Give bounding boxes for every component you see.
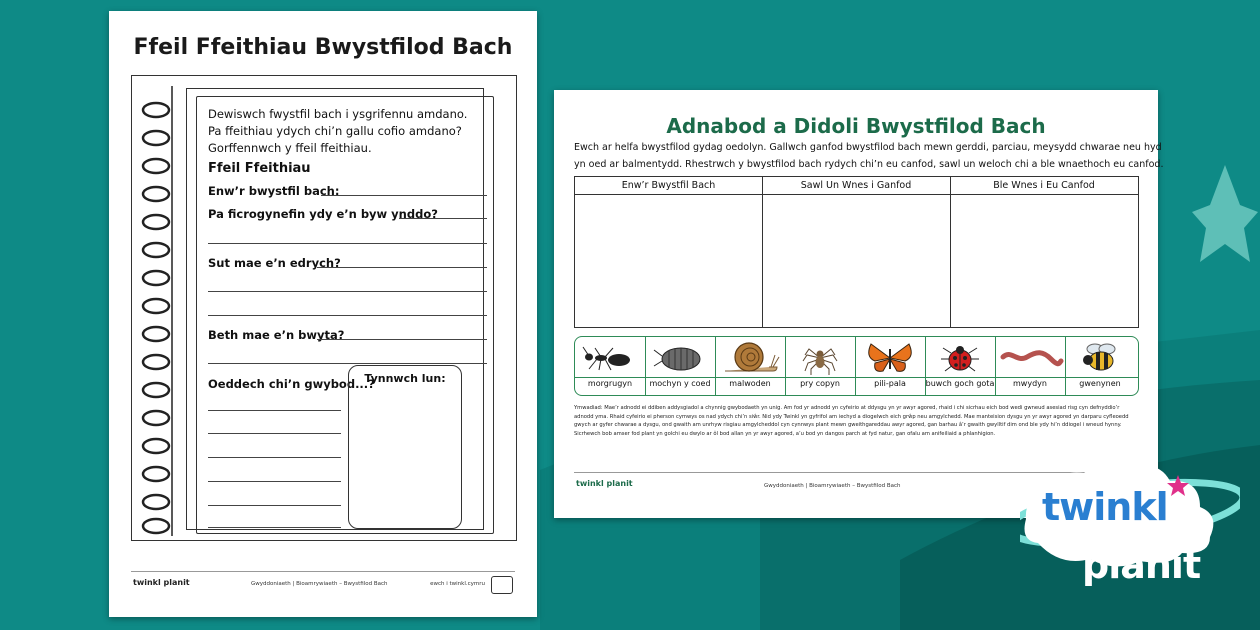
intro-line: yn oed ar balmentydd. Rhestrwch y bwystfilod bach rydych chi’n eu canfod, sawl un weloch chi a ble wnaethoch eu canfod.: [574, 159, 1164, 170]
drawing-box[interactable]: [348, 365, 462, 529]
answer-line[interactable]: [208, 410, 341, 411]
twinkl-logo: twinkl planit: [133, 578, 190, 587]
disclaimer-notes: Ymwadiad: Mae’r adnodd ei ddiben addysgiadol a chynnig gwybodaeth yn unig. Am fod yr adnodd yn cyfeirio at ddysgu yn yr awyr agored, rhaid i chi sicrhau eich bod wedi gwneud asesiad risg cyn defnyddio’r adnodd yma. Rhaid cyfeirio ei pherson cymwys os nad ydych chi’n siŵr. Nid ydy Twinkl yn gyfrifol am iechyd a diogelwch eich grŵp neu amgylchedd. Mae manteision dysgu yn yr awyr agored yn darparu cyfleoedd gwych ar gyfer chwarae a dysgu, ond gwaith am unrhyw risgiau amgylcheddol cyn cynnwys plant mewn gweithgareddau awyr agored, gan barhau â’r gwaith gwylltif dim ond ble ydy hi’n ddiogel i wneud hynny. Sicrhewch bob amser fod plant yn golchi eu dwylo ar ôl bod allan yn yr awyr agored, a’u bod yn dangos parch at fyd natur, gan ofalu am anifeiliaid a phlanhigion.: [574, 405, 1129, 437]
worm-icon: [995, 339, 1065, 377]
worksheet-footer: [131, 571, 515, 596]
answer-line[interactable]: [208, 505, 341, 506]
sort-title: Adnabod a Didoli Bwystfilod Bach: [666, 114, 1046, 138]
spider-icon: [785, 339, 855, 377]
table-cell-name[interactable]: [575, 195, 762, 327]
creature-card: [645, 337, 715, 395]
brand-sub: planit: [1082, 543, 1201, 587]
question-looks: Sut mae e’n edrych?: [208, 256, 341, 270]
creature-name: buwch goch gota: [925, 379, 995, 388]
answer-line[interactable]: [208, 291, 487, 292]
cloud-icon: [1020, 455, 1240, 615]
question-did-you-know: Oeddech chi’n gwybod...?: [208, 377, 375, 391]
creature-card: [575, 337, 645, 395]
creature-name: gwenynen: [1079, 379, 1121, 388]
ladybird-icon: [925, 339, 995, 377]
answer-line[interactable]: [208, 527, 341, 528]
intro-line: Dewiswch fwystfil bach i ysgrifennu amdano.: [208, 107, 468, 121]
table-cell-location[interactable]: [951, 195, 1138, 327]
quality-badge-icon: [491, 576, 513, 594]
answer-line[interactable]: [208, 457, 341, 458]
recording-table: [574, 176, 1139, 328]
answer-line[interactable]: [321, 195, 487, 196]
spiral-rings-icon: [136, 86, 186, 536]
intro-line: Ewch ar helfa bwystfilod gydag oedolyn. Gallwch ganfod bwystfilod bach mewn gerddi, parciau, meysydd chwarae neu hyd: [574, 142, 1162, 153]
intro-line: Gorffennwch y ffeil ffeithiau.: [208, 141, 372, 155]
creature-name: mochyn y coed: [649, 379, 711, 388]
answer-line[interactable]: [208, 243, 487, 244]
snail-icon: [715, 339, 785, 377]
answer-line[interactable]: [208, 481, 341, 482]
footer-subject: Gwyddoniaeth | Bioamrywiaeth – Bwystfilod Bach: [764, 483, 901, 489]
intro-line: Pa ffeithiau ydych chi’n gallu cofio amdano?: [208, 124, 462, 138]
table-header: Enw’r Bwystfil Bach: [575, 177, 762, 195]
answer-line[interactable]: [208, 433, 341, 434]
ant-icon: [575, 339, 645, 377]
table-cell-count[interactable]: [763, 195, 950, 327]
creature-card: [715, 337, 785, 395]
bee-icon: [1065, 339, 1135, 377]
creature-name: morgrugyn: [587, 379, 633, 388]
sort-instructions: [574, 139, 1164, 173]
fact-file-worksheet: [109, 11, 537, 617]
fact-file-title: Ffeil Ffeithiau Bwystfilod Bach: [133, 35, 513, 60]
creature-strip: [574, 336, 1139, 396]
brand-name: twinkl: [1042, 485, 1168, 529]
creature-name: mwydyn: [1013, 379, 1047, 388]
creature-name: malwoden: [729, 379, 771, 388]
creature-card: [995, 337, 1065, 395]
answer-line[interactable]: [317, 267, 487, 268]
fact-file-instructions: [208, 106, 488, 157]
creature-card: [855, 337, 925, 395]
answer-line[interactable]: [208, 363, 487, 364]
question-name: Enw’r bwystfil bach:: [208, 184, 340, 198]
twinkl-logo: twinkl planit: [576, 479, 633, 488]
answer-line[interactable]: [399, 218, 487, 219]
fact-file-heading: Ffeil Ffeithiau: [208, 161, 311, 176]
footer-website: ewch i twinkl.cymru: [430, 581, 485, 587]
question-habitat: Pa ficrogynefin ydy e’n byw ynddo?: [208, 207, 438, 221]
twinkl-planit-brand: [1020, 455, 1240, 615]
answer-line[interactable]: [208, 315, 487, 316]
drawing-box-label: Tynnwch lun:: [364, 372, 446, 385]
creature-name: pili-pala: [874, 379, 906, 388]
creature-name: pry copyn: [800, 379, 840, 388]
table-header: Sawl Un Wnes i Ganfod: [762, 177, 950, 195]
creature-card: [785, 337, 855, 395]
answer-line[interactable]: [317, 339, 487, 340]
butterfly-icon: [855, 339, 925, 377]
footer-subject: Gwyddoniaeth | Bioamrywiaeth – Bwystfilod Bach: [251, 581, 388, 587]
woodlouse-icon: [645, 339, 715, 377]
identify-sort-worksheet: [554, 90, 1164, 518]
question-eats: Beth mae e’n bwyta?: [208, 328, 345, 342]
creature-card: [925, 337, 995, 395]
table-header: Ble Wnes i Eu Canfod: [950, 177, 1138, 195]
creature-card: [1065, 337, 1135, 395]
